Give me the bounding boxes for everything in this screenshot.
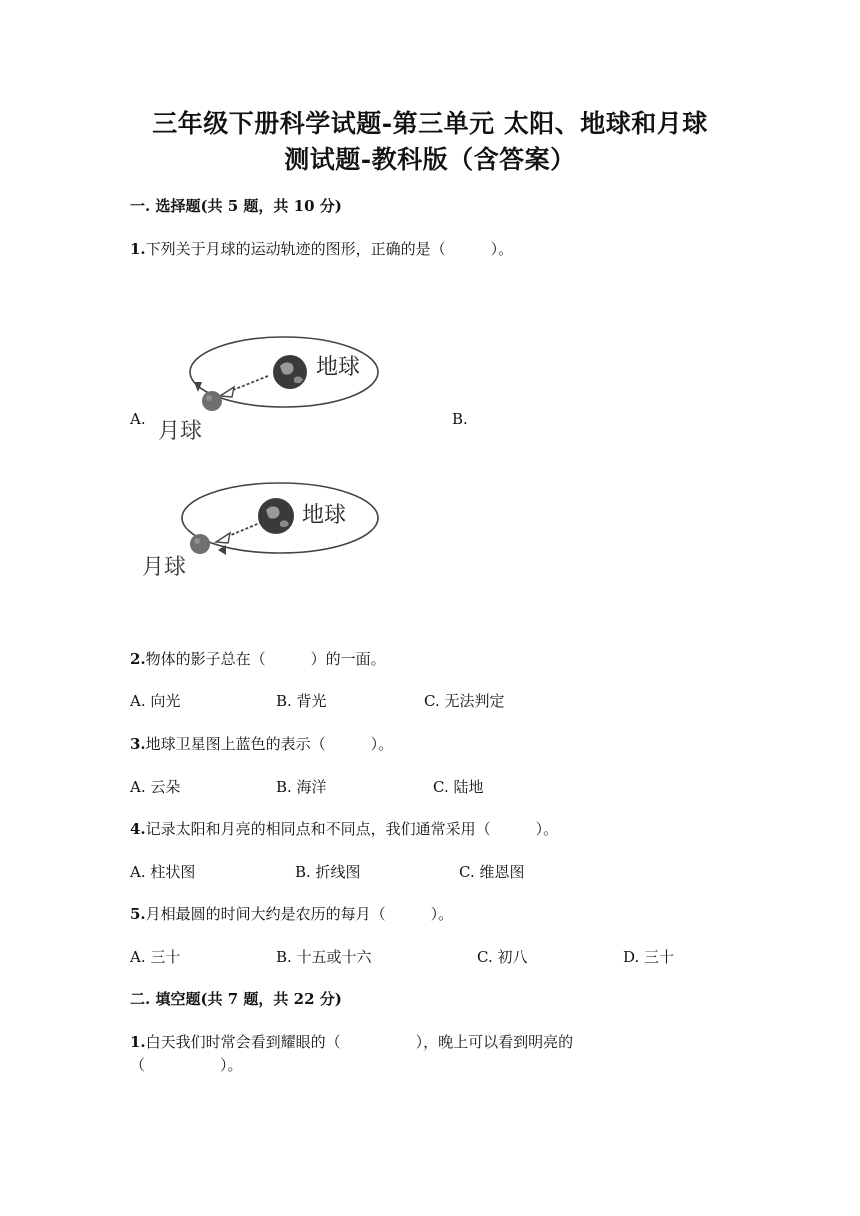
question-text: 下列关于月球的运动轨迹的图形，正确的是（ ）。 [145, 240, 514, 258]
option-b: B. 背光 [276, 692, 327, 710]
moon-orbit-figure-b [134, 478, 394, 588]
option-a: A. 柱状图 [130, 863, 196, 881]
question-5 [130, 903, 453, 924]
question-number: 1. [130, 240, 146, 258]
question-2 [130, 648, 386, 669]
question-text: 地球卫星图上蓝色的表示（ ）。 [145, 735, 394, 753]
question-number: 4. [130, 820, 146, 838]
question-number: 5. [130, 905, 146, 923]
section-heading-choice: 一. 选择题(共 5 题，共 10 分) [130, 197, 342, 215]
question-number: 2. [130, 650, 146, 668]
option-d: D. 三十 [623, 948, 675, 966]
option-b: B. [452, 410, 468, 428]
option-a: A. 向光 [130, 692, 181, 710]
moon-icon [202, 391, 222, 411]
option-b: B. 十五或十六 [276, 948, 372, 966]
question-text: 记录太阳和月亮的相同点和不同点，我们通常采用（ ）。 [145, 820, 559, 838]
question-3 [130, 733, 393, 754]
question-4 [130, 818, 558, 839]
question-text: 月相最圆的时间大约是农历的每月（ ）。 [145, 905, 454, 923]
earth-icon [258, 498, 294, 534]
page-title-line2: 测试题-教科版（含答案） [284, 145, 576, 174]
earth-label: 地球 [316, 355, 361, 380]
earth-icon [273, 355, 307, 389]
earth-label: 地球 [302, 503, 347, 528]
orbit-direction-arrow [194, 382, 202, 392]
question-number: 3. [130, 735, 146, 753]
moon-label: 月球 [158, 419, 203, 444]
option-c: C. 陆地 [433, 778, 484, 796]
option-a: A. 云朵 [130, 778, 181, 796]
gravity-arrow-head [220, 387, 234, 397]
section-heading-fill-in: 二. 填空题(共 7 题，共 22 分) [130, 990, 342, 1008]
option-c: C. 无法判定 [424, 692, 505, 710]
moon-orbit-figure-a [148, 330, 388, 445]
question-1 [130, 238, 513, 259]
gravity-arrow-head [216, 533, 230, 543]
option-a: A. [130, 410, 146, 428]
option-c: C. 维恩图 [459, 863, 525, 881]
question-text: 物体的影子总在（ ）的一面。 [145, 650, 386, 668]
question-number: 1. [130, 1033, 146, 1051]
option-b: B. 折线图 [295, 863, 361, 881]
option-a: A. 三十 [130, 948, 181, 966]
fill-question-1-line2: （ ）。 [130, 1056, 243, 1074]
moon-icon [190, 534, 210, 554]
option-b: B. 海洋 [276, 778, 327, 796]
question-text: 白天我们时常会看到耀眼的（ ），晚上可以看到明亮的 [145, 1033, 574, 1051]
moon-label: 月球 [142, 555, 187, 580]
option-c: C. 初八 [477, 948, 528, 966]
fill-question-1-line1 [130, 1031, 573, 1052]
page-title-line1: 三年级下册科学试题-第三单元 太阳、地球和月球 [152, 109, 708, 138]
